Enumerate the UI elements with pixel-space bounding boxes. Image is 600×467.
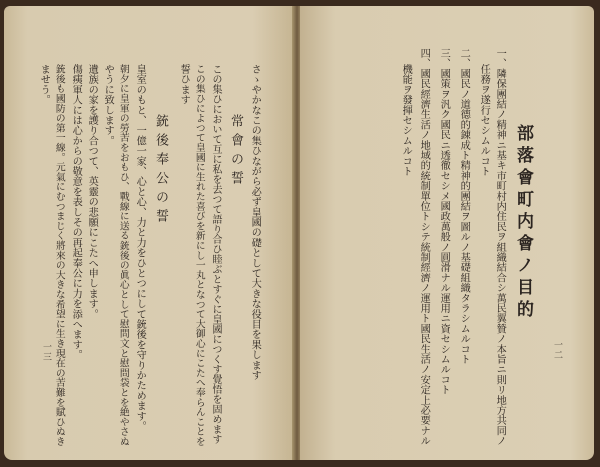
purpose-item-line: 二、國民ノ道德的錬成ト精神的團結ヲ圖ルノ基礎組織タラシムルコト	[458, 48, 470, 365]
left-page	[4, 6, 296, 460]
pledge-line: この集ひにおいて互に私を去つて語り合ひ睦ぶとすぐに皇國につくす覺悟を固めます	[210, 64, 221, 444]
pledge-line: やうに致します。	[102, 64, 114, 146]
pledge-line: 朝夕に皇軍の勞苦をおもひ、戰線に送る銃後の眞心として慰問文と慰問袋とを絶やさぬ	[117, 64, 129, 447]
pledge-line: 皇室のもと、一億一家、心と心、力と力をひとつにして銃後を守りかためます。	[134, 64, 146, 432]
pledge-line: 遺族の家を護り合つて、英靈の悲願にこたへ申します。	[86, 64, 98, 319]
page-number: 一三	[41, 342, 51, 362]
right-page	[300, 6, 594, 460]
purpose-item-line: 一、隣保團結ノ精神ニ基キ市町村内住民ヲ組織結合シ萬民翼贊ノ本旨ニ則リ地方共同ノ	[494, 48, 506, 446]
pledge-line: 誓ひます	[178, 64, 190, 105]
section-heading-jugo: 銃後奉公の誓	[153, 114, 168, 228]
purpose-item-line: 任務ヲ遂行セシムルコト	[478, 64, 490, 177]
page-title: 部落會町内會ノ目的	[513, 124, 533, 322]
section-heading-jokai: 常會の誓	[228, 114, 243, 190]
purpose-item-line: 三、國策ヲ汎ク國民ニ透徹セシメ國政萬般ノ圓滑ナル運用ニ資セシムルコト	[438, 48, 450, 395]
page-number: 一二	[552, 340, 562, 360]
purpose-item-line: 四、國民經濟生活ノ地域的統制單位トシテ統制經濟ノ運用ト國民生活ノ安定上必要ナル	[418, 48, 430, 446]
pledge-line: 傷痍軍人には心からの敬意を表しその再起奉公に力を添へます。	[70, 64, 82, 360]
pledge-line: さゝやかなこの集ひながら必ず皇國の礎として大きな役目を果します	[249, 64, 261, 381]
pledge-line: この集ひによつて皇國に生れた喜びを新にし一丸となつて大御心にこたへ奉らんことを	[193, 64, 205, 447]
purpose-item-line: 機能ヲ發揮セシムルコト	[400, 64, 412, 177]
pledge-line: 銃後も國防の第一線。元氣にむつまじく將來の大きな希望に生き現在の苦難を賦ひぬき	[53, 64, 65, 447]
pledge-line: ませう。	[38, 64, 50, 105]
